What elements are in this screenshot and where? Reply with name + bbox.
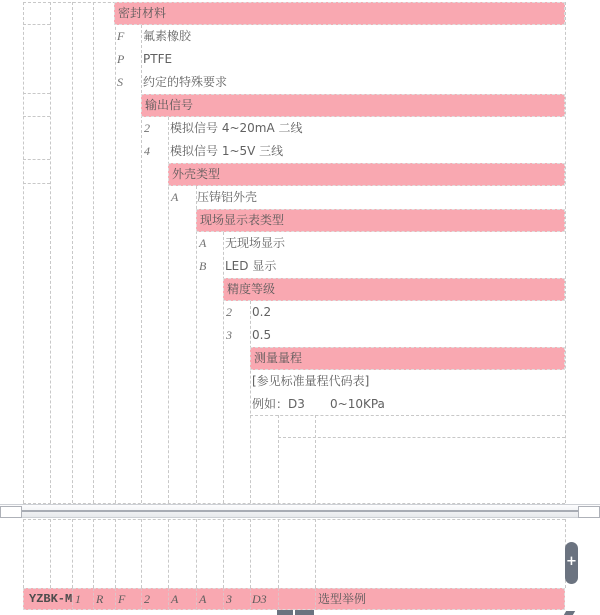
option-label: 模拟信号 4~20mA 二线 [170,121,303,135]
gridline-v [50,519,51,588]
range-note: [参见标准量程代码表] [252,374,370,388]
gridline-v [315,415,316,503]
gridline-v [115,588,116,610]
gridline-v [250,519,251,588]
option-code: 2 [144,121,150,135]
option-label: 模拟信号 1~5V 三线 [170,144,284,158]
feature-band-seal-material [114,2,565,25]
option-label: 0.2 [252,305,272,319]
gridline-h [278,437,565,438]
gridline-v [72,2,73,503]
gridline-v [93,519,94,588]
gridline-v [141,519,142,588]
range-example-value: 0~10KPa [330,397,385,411]
feature-header-label: 现场显示表类型 [200,213,285,227]
gridline-v [250,301,251,503]
option-label: LED 显示 [225,259,277,273]
option-code: B [199,259,207,273]
gridline-v [93,588,94,610]
example-code: F [118,592,126,606]
example-code: 1 [75,592,81,606]
example-code: 2 [144,592,150,606]
gridline-h [23,24,50,25]
example-model-code: YZBK-M [29,592,73,606]
option-label: 无现场显示 [225,236,286,250]
example-code: 3 [226,592,232,606]
gridline-v [278,519,279,588]
gridline-v [223,519,224,588]
example-code: A [171,592,179,606]
table-top-border [23,519,565,520]
gridline-v [250,588,251,610]
option-code: S [117,75,123,89]
option-code: F [117,29,125,43]
gridline-v [278,588,279,610]
add-row-handle[interactable] [277,610,293,615]
gridline-v [93,2,94,503]
feature-band-measuring-range [250,347,565,370]
gridline-v [315,588,316,610]
feature-header-label: 测量量程 [254,351,303,365]
gridline-v [115,519,116,588]
option-label: 约定的特殊要求 [143,75,228,89]
gridline-v [23,519,24,588]
gridline-v [115,2,116,503]
plus-icon: + [566,554,577,569]
gridline-v [196,186,197,503]
gridline-v [223,232,224,503]
feature-band-output-signal [141,94,565,117]
feature-band-display-type [196,209,565,232]
gridline-v [223,588,224,610]
gridline-h [23,183,50,184]
option-code: P [117,52,125,66]
gridline-v [196,519,197,588]
gridline-h [23,93,50,94]
gridline-v [141,588,142,610]
range-example-label: 例如：D3 [252,397,305,411]
option-code: 4 [144,144,150,158]
option-label: 压铸铝外壳 [197,190,258,204]
add-row-handle[interactable] [295,610,314,615]
example-code: D3 [252,592,267,606]
example-code: R [96,592,104,606]
feature-band-accuracy-class [223,278,565,301]
gridline-v [23,2,24,503]
feature-header-label: 输出信号 [145,98,194,112]
gridline-h [23,116,50,117]
gridline-v [50,2,51,503]
option-code: A [199,236,207,250]
gridline-v [72,519,73,588]
gridline-v [278,415,279,503]
page-break-line [0,510,600,512]
option-label: 0.5 [252,328,272,342]
add-column-button[interactable] [565,542,578,584]
page-corner-right [578,506,600,518]
page-corner-left [0,506,22,518]
table-corner-mark [564,611,575,615]
table-right-border [565,2,566,503]
gridline-h [23,159,50,160]
gridline-v [196,588,197,610]
example-row-band [23,588,565,610]
option-code: 2 [226,305,232,319]
option-code: 3 [226,328,232,342]
option-label: 氟素橡胶 [143,29,192,43]
example-row-label: 选型举例 [318,592,367,606]
option-label: PTFE [143,52,173,66]
feature-header-label: 外壳类型 [172,167,221,181]
gridline-v [168,588,169,610]
gridline-v [168,519,169,588]
feature-header-label: 精度等级 [227,282,276,296]
gridline-v [315,519,316,588]
feature-band-housing-type [168,163,565,186]
option-code: A [171,190,179,204]
feature-header-label: 密封材料 [118,6,167,20]
example-code: A [199,592,207,606]
